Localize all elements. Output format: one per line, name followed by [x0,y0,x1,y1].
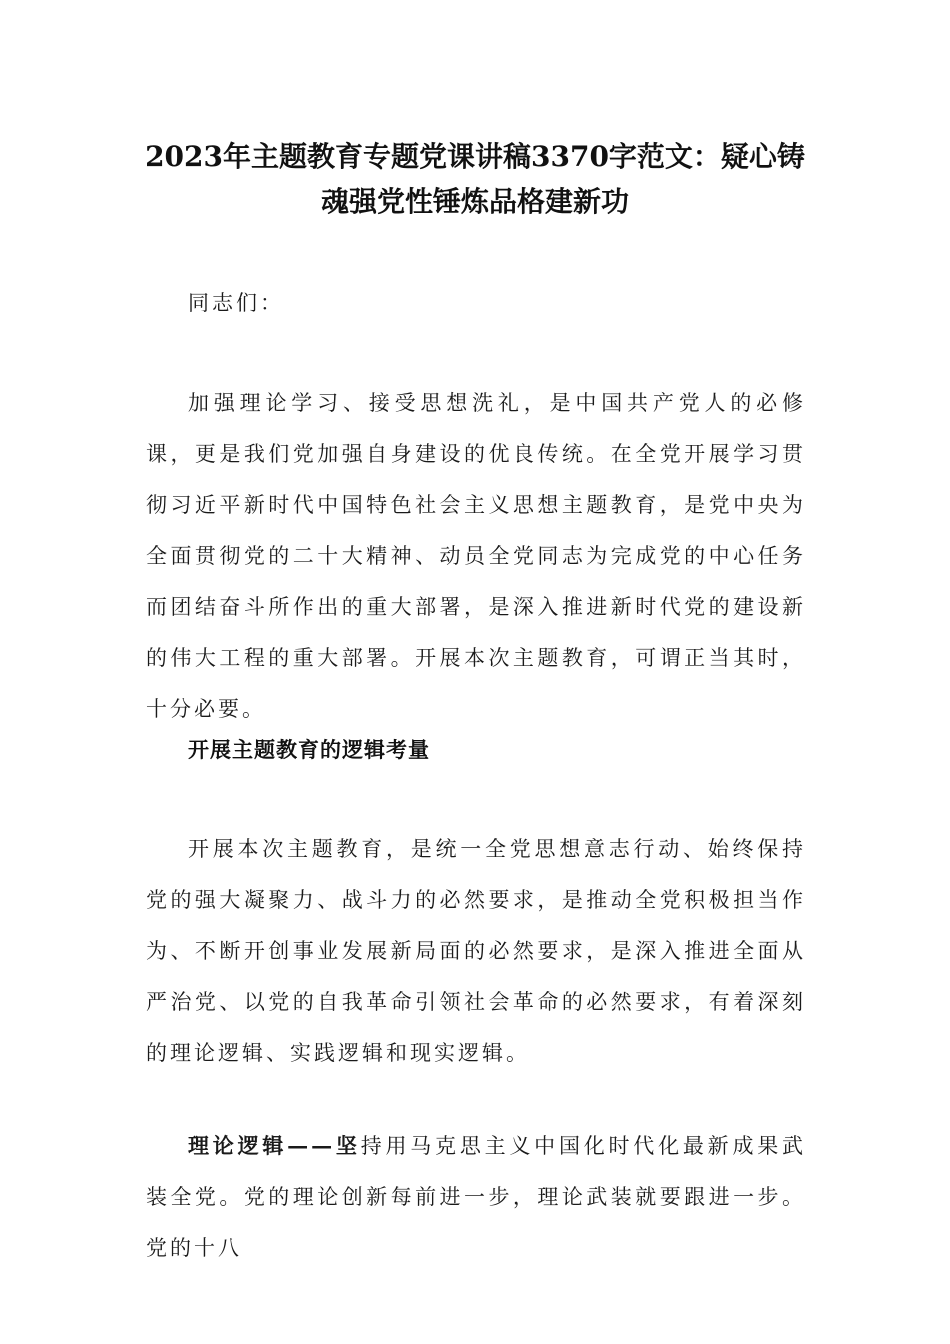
paragraph-logic: 开展本次主题教育，是统一全党思想意志行动、始终保持党的强大凝聚力、战斗力的必然要求，是推动全党积极担当作为、不断开创事业发展新局面的必然要求，是深入推进全面从严治党、以党的自我革命引领社会革命的必然要求，有着深刻的理论逻辑、实践逻辑和现实逻辑。 [146,837,806,1065]
section-heading: 开展主题教育的逻辑考量 [188,737,430,762]
paragraph-intro: 加强理论学习、接受思想洗礼，是中国共产党人的必修课，更是我们党加强自身建设的优良传统。在全党开展学习贯彻习近平新时代中国特色社会主义思想主题教育，是党中央为全面贯彻党的二十大精神、动员全党同志为完成党的中心任务而团结奋斗所作出的重大部署，是深入推进新时代党的建设新的伟大工程的重大部署。开展本次主题教育，可谓正当其时，十分必要。 [146,391,806,721]
document-title [120,134,830,224]
title-line-2: 魂强党性锤炼品格建新功 [320,185,629,218]
paragraph-theory-lead: 理论逻辑——坚 [188,1133,361,1158]
paragraph-theory-text: 持用马克思主义中国化时代化最新成果武装全党。党的理论创新每前进一步，理论武装就要跟进一步。党的十八 [146,1134,807,1260]
paragraph-theory [146,1120,806,1274]
title-line-1: 2023年主题教育专题党课讲稿3370字范文：疑心铸 [145,140,805,173]
salutation: 同志们： [188,291,284,315]
